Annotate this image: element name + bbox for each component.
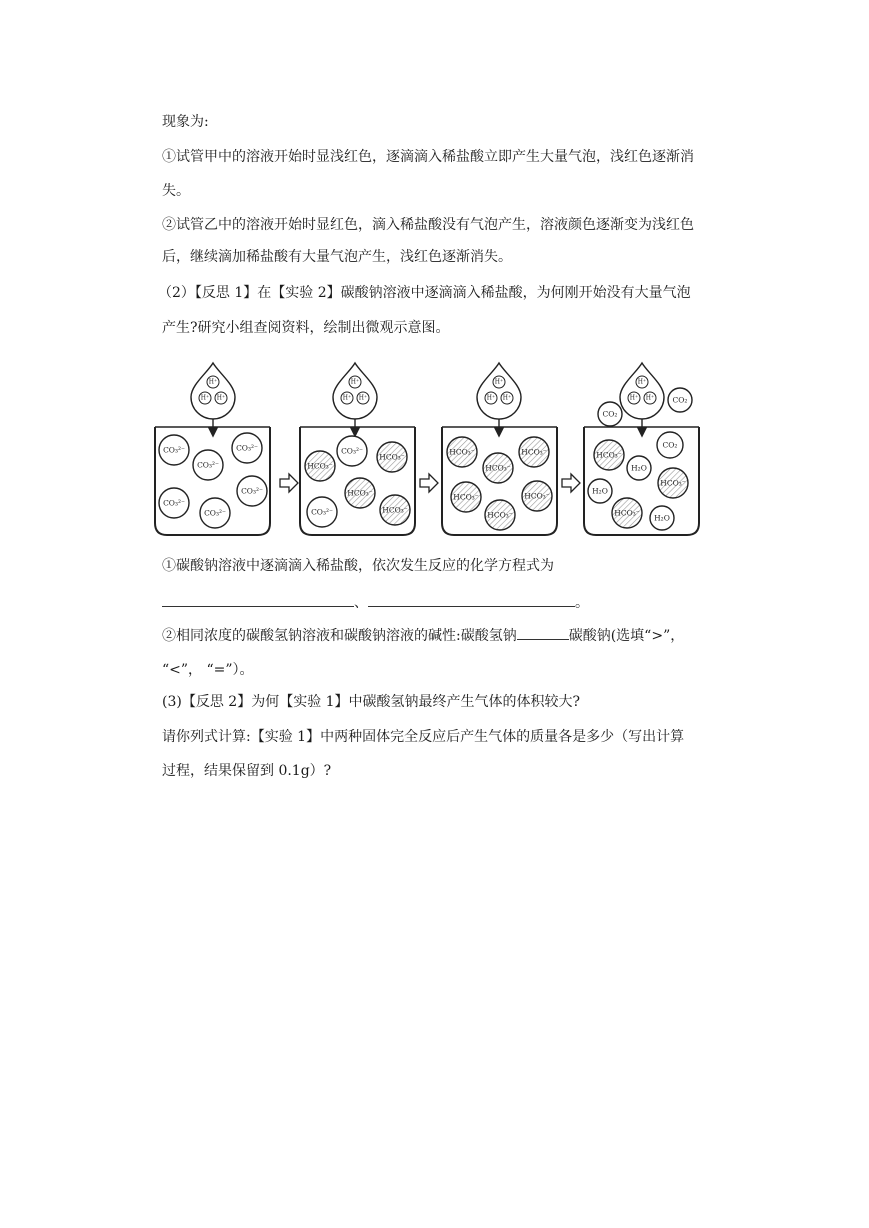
- carbonate-label: CO₃²⁻: [197, 460, 219, 470]
- bicarbonate-label: HCO₃⁻: [524, 491, 550, 501]
- acid-drop-1: [191, 363, 235, 419]
- bicarbonate-label: HCO₃⁻: [521, 447, 547, 457]
- micro-diagram: [150, 355, 710, 540]
- line-tube-a-2: 失。: [162, 183, 190, 199]
- co2-label: CO₂: [672, 395, 688, 405]
- h-ion-label: H⁺: [216, 394, 226, 402]
- bicarbonate-label: HCO₃⁻: [379, 452, 405, 462]
- h-ion-label: H⁺: [208, 378, 218, 386]
- separator: 、: [354, 595, 368, 611]
- h-ion-label: H⁺: [342, 394, 352, 402]
- h-ion-label: H⁺: [200, 394, 210, 402]
- carbonate-label: CO₃²⁻: [163, 445, 185, 455]
- carbonate-label: CO₃²⁻: [311, 507, 333, 517]
- carbonate-label: CO₃²⁻: [236, 443, 258, 453]
- h-ion-label: H⁺: [358, 394, 368, 402]
- carbonate-label: CO₃²⁻: [241, 486, 263, 496]
- acid-drop-3: [477, 363, 521, 419]
- acid-drop-2: [333, 363, 377, 419]
- equation-blank-2[interactable]: [368, 592, 575, 607]
- bicarbonate-label: HCO₃⁻: [485, 463, 511, 473]
- bicarbonate-label: HCO₃⁻: [596, 450, 622, 460]
- line-tube-b-1: ②试管乙中的溶液开始时显红色，滴入稀盐酸没有气泡产生，溶液颜色逐渐变为浅红色: [162, 217, 694, 233]
- bicarbonate-label: HCO₃⁻: [382, 505, 408, 515]
- water-label: H₂O: [592, 486, 608, 496]
- line-question1: ①碳酸钠溶液中逐滴滴入稀盐酸，依次发生反应的化学方程式为: [162, 558, 554, 574]
- h-ion-label: H⁺: [645, 394, 655, 402]
- step-arrow: [562, 474, 580, 492]
- acid-drop-4: [620, 363, 664, 419]
- line-phenomena: 现象为:: [162, 114, 209, 130]
- water-label: H₂O: [654, 513, 670, 523]
- period: 。: [575, 595, 589, 611]
- h-ion-label: H⁺: [486, 394, 496, 402]
- bicarbonate-label: HCO₃⁻: [614, 508, 640, 518]
- bicarbonate-label: HCO₃⁻: [307, 461, 333, 471]
- step-arrow: [420, 474, 438, 492]
- bicarbonate-label: HCO₃⁻: [449, 447, 475, 457]
- bicarbonate-label: HCO₃⁻: [487, 510, 513, 520]
- h-ion-label: H⁺: [494, 378, 504, 386]
- h-ion-label: H⁺: [637, 378, 647, 386]
- bicarbonate-label: HCO₃⁻: [660, 478, 686, 488]
- co2-label: CO₂: [662, 440, 678, 450]
- line-question2-1: ②相同浓度的碳酸氢钠溶液和碳酸钠溶液的碱性:碳酸氢钠 碳酸钠(选填“>”，: [162, 625, 684, 646]
- h-ion-label: H⁺: [350, 378, 360, 386]
- line-question2-2: “<”， “=”）。: [162, 662, 254, 678]
- compare-blank[interactable]: [517, 625, 569, 640]
- line-reflection1-2: 产生?研究小组查阅资料，绘制出微观示意图。: [162, 320, 450, 336]
- carbonate-label: CO₃²⁻: [341, 446, 363, 456]
- line-tube-a-1: ①试管甲中的溶液开始时显浅红色，逐滴滴入稀盐酸立即产生大量气泡，浅红色逐渐消: [162, 149, 694, 165]
- h-ion-label: H⁺: [629, 394, 639, 402]
- line-reflection2: (3)【反思 2】为何【实验 1】中碳酸氢钠最终产生气体的体积较大?: [162, 694, 581, 710]
- line-question1-blanks: [162, 592, 589, 613]
- water-label: H₂O: [631, 463, 647, 473]
- step-arrow: [280, 474, 298, 492]
- bicarbonate-label: HCO₃⁻: [347, 488, 373, 498]
- co2-label: CO₂: [602, 409, 618, 419]
- h-ion-label: H⁺: [502, 394, 512, 402]
- carbonate-label: CO₃²⁻: [163, 498, 185, 508]
- line-calc-1: 请你列式计算:【实验 1】中两种固体完全反应后产生气体的质量各是多少（写出计算: [162, 729, 685, 745]
- equation-blank-1[interactable]: [162, 592, 354, 607]
- carbonate-label: CO₃²⁻: [204, 508, 226, 518]
- line-tube-b-2: 后，继续滴加稀盐酸有大量气泡产生，浅红色逐渐消失。: [162, 249, 512, 265]
- line-reflection1-1: （2）【反思 1】在【实验 2】碳酸钠溶液中逐滴滴入稀盐酸，为何刚开始没有大量气泡: [158, 285, 691, 301]
- line-calc-2: 过程，结果保留到 0.1g）?: [162, 763, 332, 779]
- bicarbonate-label: HCO₃⁻: [453, 492, 479, 502]
